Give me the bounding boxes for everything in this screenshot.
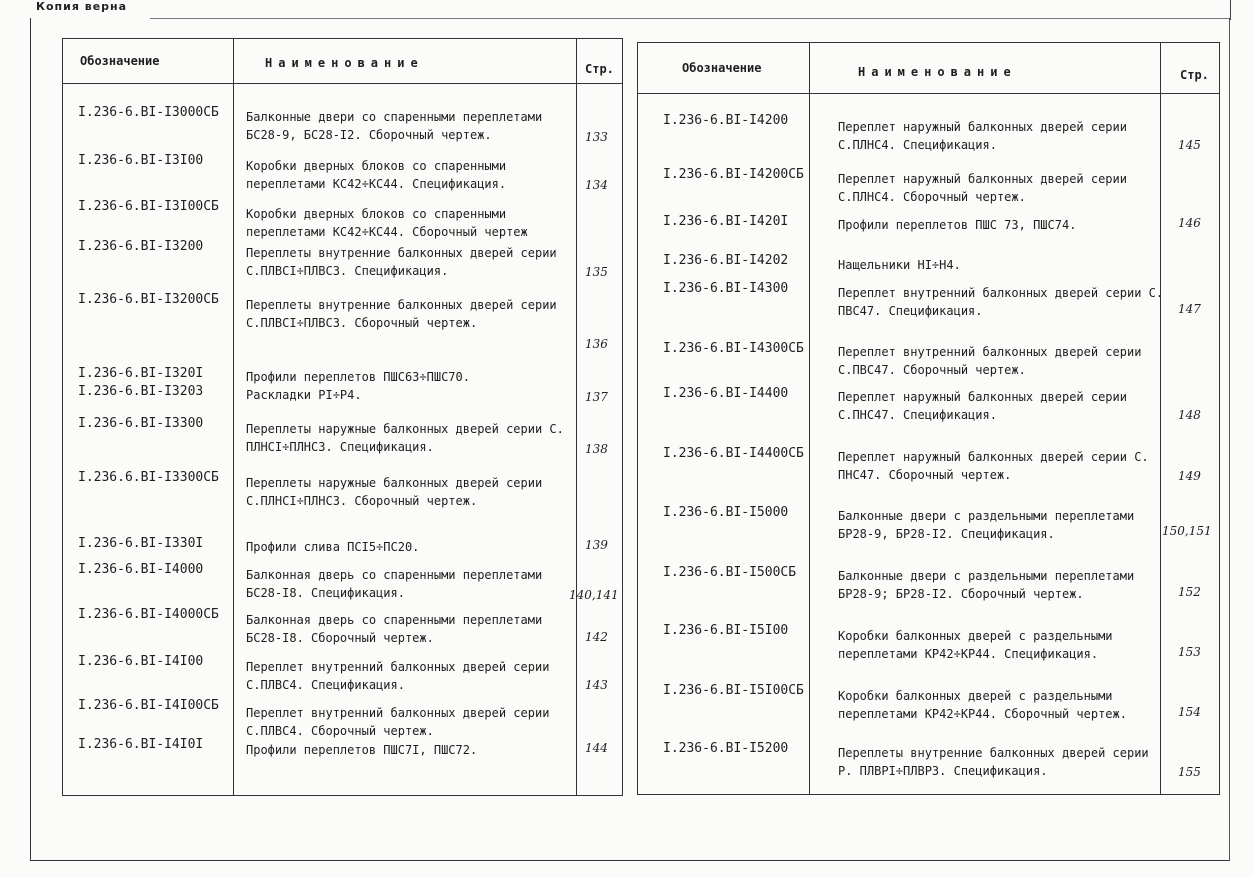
right-row-name: Нащельники НI÷Н4. (838, 258, 961, 272)
right-row-designation: I.236-6.BI-I4400 (663, 386, 789, 401)
right-row-designation: I.236-6.BI-I500СБ (663, 565, 797, 580)
right-row-name: Профили переплетов ПШС 73, ПШС74. (838, 218, 1077, 232)
left-row-designation: I.236-6.BI-I4I0I (78, 737, 204, 752)
right-row-name: Переплет наружный балконных дверей серии С. ПНС47. Сборочный чертеж. (838, 450, 1149, 482)
left-row-name: Профили переплетов ПШС63÷ПШС70. (246, 370, 470, 384)
left-row-name: Профили переплетов ПШС7I, ПШС72. (246, 743, 478, 757)
left-row-designation: I.236-6.BI-I4I00СБ (78, 698, 219, 713)
left-row-designation: I.236.6.BI-I3300СБ (78, 470, 219, 485)
left-row-page: 134 (585, 178, 608, 192)
left-row-designation: I.236-6.BI-I3000СБ (78, 105, 219, 120)
right-row-name: Коробки балконных дверей с раздельными переплетами КР42÷КР44. Спецификация. (838, 629, 1113, 661)
left-row-name: Балконная дверь со спаренными переплетами БС28-I8. Сборочный чертеж. (246, 613, 543, 645)
left-row-name: Балконные двери со спаренными переплетами БС28-9, БС28-I2. Сборочный чертеж. (246, 110, 543, 142)
left-row-designation: I.236-6.BI-I3I00 (78, 153, 204, 168)
copy-certified-stamp: Копия верна (36, 0, 128, 13)
left-row-page: 133 (585, 130, 608, 144)
right-row-page: 150,151 (1162, 524, 1212, 538)
left-row-designation: I.236-6.BI-I3I00СБ (78, 199, 219, 214)
right-row-designation: I.236-6.BI-I5000 (663, 505, 789, 520)
right-row-page: 148 (1178, 408, 1201, 422)
right-tick-line (1230, 0, 1231, 20)
right-row-designation: I.236-6.BI-I420I (663, 214, 789, 229)
left-row-page: 143 (585, 678, 608, 692)
right-row-name: Переплет наружный балконных дверей серии С.ПНС47. Спецификация. (838, 390, 1127, 422)
left-row-name: Профили слива ПСI5÷ПС20. (246, 540, 420, 554)
left-row-designation: I.236-6.BI-I3203 (78, 384, 204, 399)
left-row-name: Коробки дверных блоков со спаренными переплетами КС42÷КС44. Спецификация. (246, 159, 507, 191)
right-row-page: 146 (1178, 216, 1201, 230)
right-row-name: Переплет внутренний балконных дверей серии С. ПВС47. Спецификация. (838, 286, 1164, 318)
right-row-designation: I.236-6.BI-I4200СБ (663, 167, 804, 182)
right-header-designation: Обозначение (682, 61, 762, 75)
left-row-name: Переплеты наружные балконных дверей серии С.ПЛНСI÷ПЛНС3. Сборочный чертеж. (246, 476, 543, 508)
right-row-name: Переплет внутренний балконных дверей серии С.ПВС47. Сборочный чертеж. (838, 345, 1142, 377)
right-row-name: Переплет наружный балконных дверей серии С.ПЛНС4. Сборочный чертеж. (838, 172, 1127, 204)
right-row-designation: I.236-6.BI-I4400СБ (663, 446, 804, 461)
left-row-designation: I.236-6.BI-I4000 (78, 562, 204, 577)
right-row-page: 147 (1178, 302, 1201, 316)
left-row-page: 139 (585, 538, 608, 552)
left-row-name: Переплеты внутренние балконных дверей серии С.ПЛВСI÷ПЛВС3. Сборочный чертеж. (246, 298, 557, 330)
left-header-name: Наименование (265, 56, 424, 70)
right-row-name: Переплет наружный балконных дверей серии С.ПЛНС4. Спецификация. (838, 120, 1127, 152)
right-row-designation: I.236-6.BI-I4300СБ (663, 341, 804, 356)
right-row-designation: I.236-6.BI-I4202 (663, 253, 789, 268)
left-row-name: Коробки дверных блоков со спаренными переплетами КС42÷КС44. Сборочный чертеж (246, 207, 528, 239)
right-row-designation: I.236-6.BI-I5200 (663, 741, 789, 756)
right-row-designation: I.236-6.BI-I5I00СБ (663, 683, 804, 698)
left-row-page: 136 (585, 337, 608, 351)
left-row-designation: I.236-6.BI-I3200СБ (78, 292, 219, 307)
right-row-page: 149 (1178, 469, 1201, 483)
left-row-page: 140,141 (569, 588, 619, 602)
left-row-designation: I.236-6.BI-I3200 (78, 239, 204, 254)
left-row-page: 144 (585, 741, 608, 755)
left-row-name: Переплет внутренний балконных дверей серии С.ПЛВС4. Сборочный чертеж. (246, 706, 550, 738)
right-row-page: 152 (1178, 585, 1201, 599)
right-row-name: Балконные двери с раздельными переплетами БР28-9; БР28-I2. Сборочный чертеж. (838, 569, 1135, 601)
left-row-name: Балконная дверь со спаренными переплетами БС28-I8. Спецификация. (246, 568, 543, 600)
right-row-page: 153 (1178, 645, 1201, 659)
right-row-page: 154 (1178, 705, 1201, 719)
left-header-designation: Обозначение (80, 54, 160, 68)
right-row-designation: I.236-6.BI-I4300 (663, 281, 789, 296)
left-row-designation: I.236-6.BI-I3300 (78, 416, 204, 431)
right-row-page: 145 (1178, 138, 1201, 152)
right-header-name: Наименование (858, 65, 1017, 79)
left-row-name: Переплет внутренний балконных дверей серии С.ПЛВС4. Спецификация. (246, 660, 550, 692)
left-row-page: 142 (585, 630, 608, 644)
right-row-designation: I.236-6.BI-I4200 (663, 113, 789, 128)
right-row-name: Коробки балконных дверей с раздельными переплетами КР42÷КР44. Сборочный чертеж. (838, 689, 1127, 721)
left-row-name: Переплеты наружные балконных дверей серии С. ПЛНСI÷ПЛНС3. Спецификация. (246, 422, 564, 454)
left-row-name: Переплеты внутренние балконных дверей серии С.ПЛВСI÷ПЛВС3. Спецификация. (246, 246, 557, 278)
right-row-name: Балконные двери с раздельными переплетами БР28-9, БР28-I2. Спецификация. (838, 509, 1135, 541)
left-row-designation: I.236-6.BI-I330I (78, 536, 204, 551)
right-row-page: 155 (1178, 765, 1201, 779)
left-row-page: 137 (585, 390, 608, 404)
left-row-page: 138 (585, 442, 608, 456)
left-header-page: Стр. (585, 62, 614, 76)
left-row-designation: I.236-6.BI-I4I00 (78, 654, 204, 669)
left-row-designation: I.236-6.BI-I4000СБ (78, 607, 219, 622)
right-header-page: Стр. (1180, 68, 1209, 82)
left-row-name: Раскладки PI÷P4. (246, 388, 362, 402)
left-row-designation: I.236-6.BI-I320I (78, 366, 204, 381)
right-row-name: Переплеты внутренние балконных дверей серии Р. ПЛВРI÷ПЛВР3. Спецификация. (838, 746, 1149, 778)
right-row-designation: I.236-6.BI-I5I00 (663, 623, 789, 638)
left-row-page: 135 (585, 265, 608, 279)
